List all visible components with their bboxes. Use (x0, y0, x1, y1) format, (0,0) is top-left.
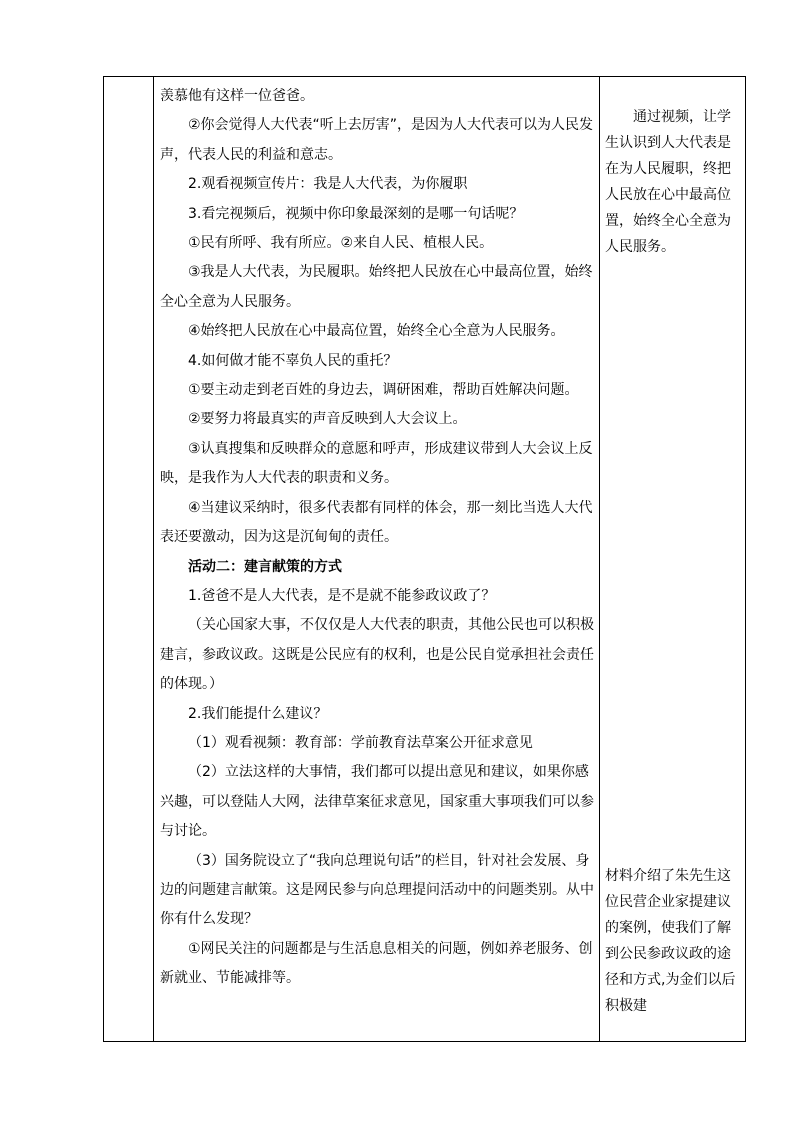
text-line: ①要主动走到老百姓的身边去，调研困难，帮助百姓解决问题。 (188, 382, 579, 399)
lesson-plan-table (103, 76, 746, 1042)
text-line: ④始终把人民放在心中最高位置，始终全心全意为人民服务。 (188, 323, 565, 340)
text-line: （2）立法这样的大事情，我们都可以提出意见和建议，如果你感兴趣，可以登陆人大网，法律草案征求意见，国家重大事项我们可以参与讨论。 (160, 764, 594, 840)
text-line: 4.如何做才能不辜负人民的重托？ (188, 352, 398, 369)
text-line: ①民有所呼、我有所应。②来自人民、植根人民。 (188, 235, 494, 252)
text-line: （3）国务院设立了“我向总理说句话”的栏目，针对社会发展、身边的问题建言献策。这是网民参与向总理提问活动中的问题类别。从中你有什么发现？ (160, 852, 594, 928)
text-line: 2.观看视频宣传片：我是人大代表，为你履职 (188, 176, 468, 193)
teaching-process-cell (160, 82, 596, 994)
text-line: ②要努力将最真实的声音反映到人大会议上。 (188, 411, 467, 428)
text-line: 2.我们能提什么建议？ (188, 705, 328, 722)
text-line: ②你会觉得人大代表“听上去厉害”，是因为人大代表可以为人民发声，代表人民的利益和意志。 (160, 117, 594, 163)
design-intent-note-bottom (605, 863, 743, 1019)
text-line: ④当建议采纳时，很多代表都有同样的体会，那一刻比当选人大代表还要激动，因为这是沉甸甸的责任。 (160, 499, 593, 546)
text-line: （关心国家大事，不仅仅是人大代表的职责，其他公民也可以积极建言，参政议政。这既是公民应有的权利，也是公民自觉承担社会责任的体现。） (160, 617, 594, 693)
note-text: 通过视频，让学生认识到人大代表是在为人民履职，终把人民放在心中最高位置，始终全心全意为人民服务。 (605, 109, 731, 255)
design-intent-note-top (605, 104, 743, 260)
text-line: （1）观看视频：教育部：学前教育法草案公开征求意见 (188, 734, 533, 751)
text-line: 羡慕他有这样一位爸爸。 (160, 88, 314, 104)
note-text: 材料介绍了朱先生这位民营企业家提建议的案例，使我们了解到公民参政议政的途径和方式,为金们以后积极建 (605, 868, 736, 1014)
text-line: ③认真搜集和反映群众的意愿和呼声，形成建议带到人大会议上反映，是我作为人大代表的职责和义务。 (160, 440, 593, 487)
column-divider-right (599, 77, 600, 1041)
text-line: 1.爸爸不是人大代表，是不是就不能参政议政了？ (188, 587, 496, 604)
text-line: ③我是人大代表，为民履职。始终把人民放在心中最高位置，始终全心全意为人民服务。 (160, 264, 593, 310)
stage-column-cell (104, 77, 153, 1041)
column-divider-left (153, 77, 154, 1041)
text-line: 3.看完视频后，视频中你印象最深刻的是哪一句话呢？ (188, 205, 524, 222)
text-line: ①网民关注的问题都是与生活息息相关的问题，例如养老服务、创新就业、节能减排等。 (160, 940, 593, 987)
activity-heading: 活动二：建言献策的方式 (188, 558, 342, 575)
